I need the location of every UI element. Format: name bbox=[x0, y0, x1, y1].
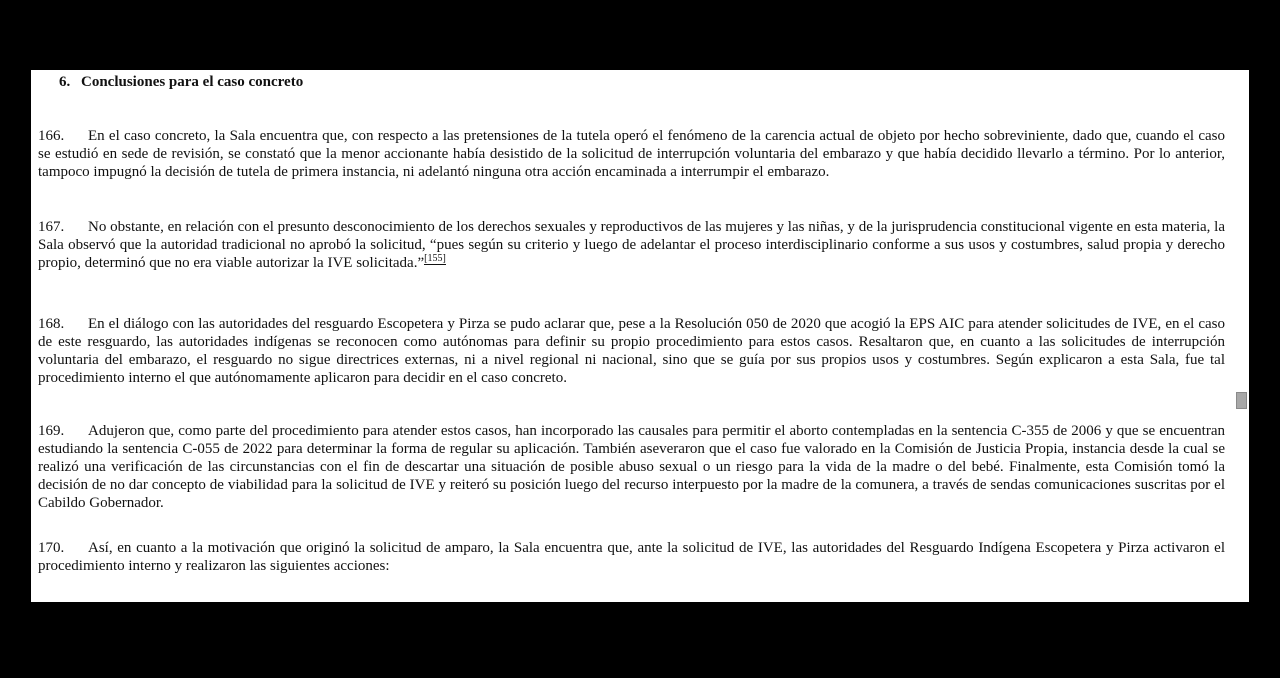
paragraph-number: 166. bbox=[38, 128, 65, 144]
paragraph-169 bbox=[38, 422, 1225, 512]
paragraph-170 bbox=[38, 539, 1225, 575]
paragraph-text: No obstante, en relación con el presunto desconocimiento de los derechos sexuales y reproductivos de las mujeres y las niñas, y de la jurisprudencia constitucional vigente en esta materia, la Sala observó que la autoridad tradicional no aprobó la solicitud, “pues según su criterio y luego de adelantar el proceso interdisciplinario conforme a sus usos y costumbres, salud propia y derecho propio, determinó que no era viable autorizar la IVE solicitada.” bbox=[38, 219, 1225, 271]
paragraph-text: En el caso concreto, la Sala encuentra que, con respecto a las pretensiones de la tutela operó el fenómeno de la carencia actual de objeto por hecho sobreviniente, dado que, cuando el caso se estudió en sede de revisión, se constató que la menor accionante había desistido de la solicitud de interrupción voluntaria del embarazo y que había decidido llevarlo a término. Por lo anterior, tampoco impugnó la decisión de tutela de primera instancia, ni adelantó ninguna otra acción encaminada a interrumpir el embarazo. bbox=[38, 128, 1225, 180]
paragraph-167 bbox=[38, 218, 1225, 272]
paragraph-text: En el diálogo con las autoridades del resguardo Escopetera y Pirza se pudo aclarar que, pese a la Resolución 050 de 2020 que acogió la EPS AIC para atender solicitudes de IVE, en el caso de este resguardo, las autoridades indígenas se reconocen como autónomas para definir su propio procedimiento para estos casos. Resaltaron que, en cuanto a las solicitudes de interrupción voluntaria del embarazo, el resguardo no sigue directrices externas, ni a nivel regional ni nacional, sino que se guía por sus propios usos y costumbres. Según explicaron a esta Sala, fue tal procedimiento interno el que autónomamente aplicaron para decidir en el caso concreto. bbox=[38, 316, 1225, 386]
section-heading bbox=[59, 73, 303, 91]
paragraph-166 bbox=[38, 127, 1225, 181]
section-title: Conclusiones para el caso concreto bbox=[81, 74, 304, 90]
paragraph-number: 169. bbox=[38, 423, 65, 439]
section-number: 6. bbox=[59, 74, 71, 90]
paragraph-text: Así, en cuanto a la motivación que originó la solicitud de amparo, la Sala encuentra que, ante la solicitud de IVE, las autoridades del Resguardo Indígena Escopetera y Pirza activaron el procedimiento interno y realizaron las siguientes acciones: bbox=[38, 540, 1225, 574]
paragraph-168 bbox=[38, 315, 1225, 387]
scrollbar-thumb[interactable] bbox=[1236, 392, 1247, 409]
paragraph-text: Adujeron que, como parte del procedimiento para atender estos casos, han incorporado las causales para permitir el aborto contempladas en la sentencia C-355 de 2006 y que se encuentran estudiando la sentencia C-055 de 2022 para determinar la forma de regular su aplicación. También aseveraron que el caso fue valorado en la Comisión de Justicia Propia, instancia desde la cual se realizó una verificación de las circunstancias con el fin de descartar una situación de posible abuso sexual o un riesgo para la vida de la madre o del bebé. Finalmente, esta Comisión tomó la decisión de no dar concepto de viabilidad para la solicitud de IVE y reiteró su posición luego del recurso interpuesto por la madre de la comunera, a través de sendas comunicaciones suscritas por el Cabildo Gobernador. bbox=[38, 423, 1225, 511]
footnote-link-155[interactable]: [155] bbox=[424, 253, 446, 264]
paragraph-number: 168. bbox=[38, 316, 65, 332]
paragraph-number: 170. bbox=[38, 540, 65, 556]
paragraph-number: 167. bbox=[38, 219, 65, 235]
document-page bbox=[31, 70, 1249, 602]
